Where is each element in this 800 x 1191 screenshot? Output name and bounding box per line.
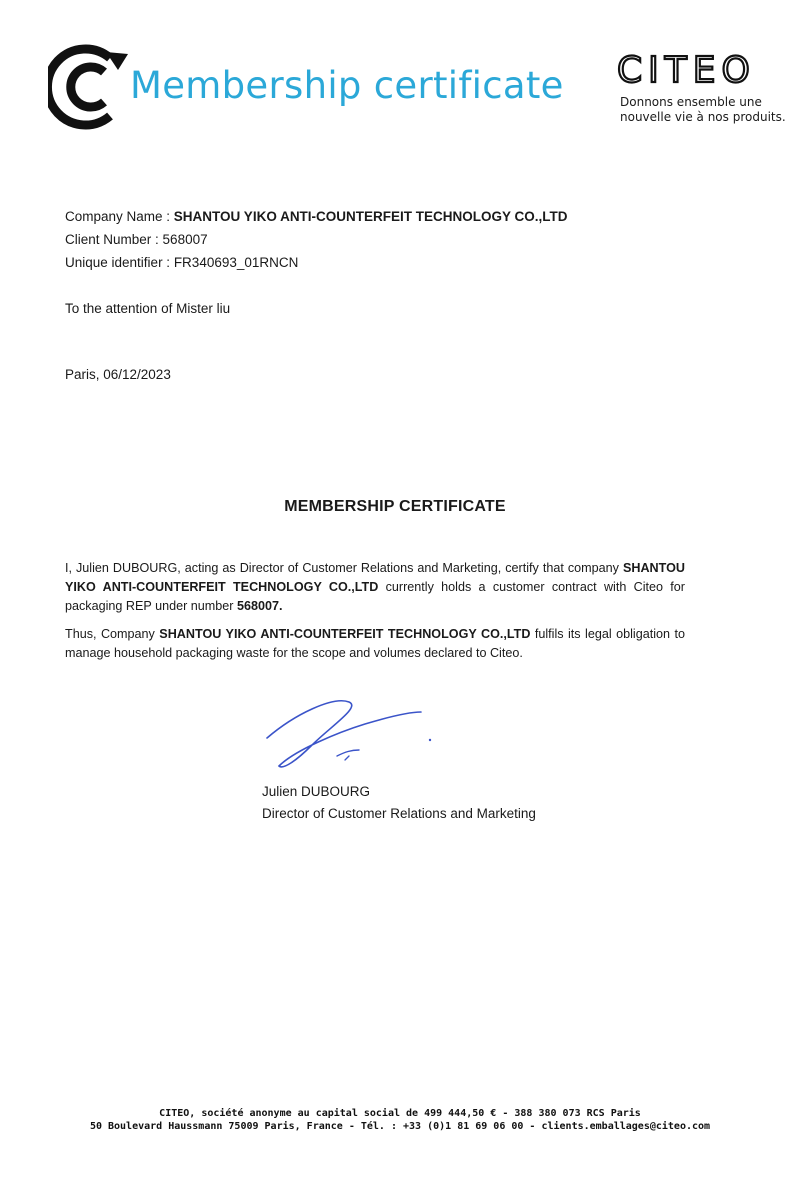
unique-identifier-label: Unique identifier : — [65, 255, 174, 270]
unique-identifier-value: FR340693_01RNCN — [173, 255, 299, 270]
brand-tagline — [620, 95, 786, 125]
brand-tagline-line-2: nouvelle vie à nos produits. — [620, 110, 786, 124]
footer-line-2: 50 Boulevard Haussmann 75009 Paris, France - Tél. : +33 (0)1 81 69 06 00 - clients.emballages@citeo.com — [89, 1121, 711, 1132]
company-name-value: SHANTOU YIKO ANTI-COUNTERFEIT TECHNOLOGY CO.,LTD — [173, 209, 568, 224]
certificate-title: MEMBERSHIP CERTIFICATE — [284, 498, 506, 515]
paragraph-2-company: SHANTOU YIKO ANTI-COUNTERFEIT TECHNOLOGY CO.,LTD — [159, 627, 531, 641]
citeo-logo-wordmark: CITEO — [617, 50, 756, 90]
handwritten-signature — [255, 690, 445, 780]
signatory-role: Director of Customer Relations and Marketing — [262, 806, 536, 821]
membership-logo-icon — [48, 36, 138, 136]
header-title: Membership certificate — [130, 64, 564, 107]
attention-line: To the attention of Mister liu — [65, 301, 231, 316]
footer-line-1: CITEO, société anonyme au capital social de 499 444,50 € - 388 380 073 RCS Paris — [159, 1108, 641, 1119]
company-name-line — [65, 209, 568, 224]
company-name-label: Company Name : — [65, 209, 174, 224]
place-date: Paris, 06/12/2023 — [65, 367, 171, 382]
client-number-value: 568007 — [162, 232, 208, 247]
paragraph-2-text-b: fulfils its legal obligation to manage household packaging waste for the scope and volumes declared to Citeo. — [65, 627, 685, 660]
unique-identifier-line — [65, 255, 298, 270]
client-number-label: Client Number : — [65, 232, 163, 247]
paragraph-1-text-a: I, Julien DUBOURG, acting as Director of Customer Relations and Marketing, certify that company — [65, 561, 623, 575]
paragraph-1-company: SHANTOU YIKO ANTI-COUNTERFEIT TECHNOLOGY CO.,LTD — [65, 561, 685, 594]
paragraph-1-text-b: currently holds a customer contract with Citeo for packaging REP under number — [65, 580, 685, 613]
paragraph-1-number: 568007. — [237, 599, 283, 613]
client-number-line — [65, 232, 208, 247]
certificate-paragraph-1 — [65, 559, 685, 616]
footer — [0, 1107, 800, 1133]
citeo-logo — [615, 48, 775, 90]
certificate-paragraph-2 — [65, 625, 685, 663]
paragraph-2-text-a: Thus, Company — [65, 627, 160, 641]
signatory-name: Julien DUBOURG — [262, 784, 371, 799]
brand-tagline-line-1: Donnons ensemble une — [620, 95, 762, 109]
